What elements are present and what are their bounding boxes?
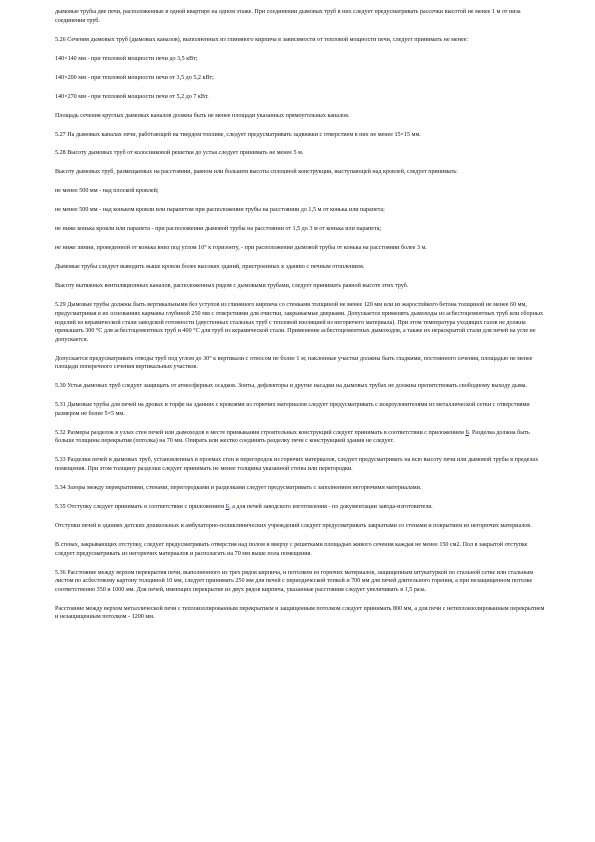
paragraph: 5.33 Разделки печей и дымовых труб, установленных в проемах стен и перегородок из горючих материалов, следует предусматривать на всю высоту печи или дымовой трубы в пределах помещения. При этом толщину разделки следует принимать не менее толщины указанной стены или перегородки. <box>55 457 539 473</box>
paragraph: не ниже конька кровли или парапета - при расположении дымовой трубы на расстоянии от 1,5 до 3 м от конька или парапета; <box>55 226 382 233</box>
paragraph-text: 5.32 Размеры разделок в узлах стен печей или дымоходов в месте примыкания строительных конструкций следует принимать в соответствии с приложением <box>55 429 466 436</box>
paragraph-text: . Разделка должна быть больше толщины перекрытия (потолка) на 70 мм. Опирать или жестко соединять разделку печи с конструкцией здания не следует. <box>55 429 530 445</box>
paragraph: не ниже линии, проведенной от конька вниз под углом 10° к горизонту, - при расположении дымовой трубы от конька на расстоянии более 3 м. <box>55 245 427 252</box>
paragraph <box>55 503 545 512</box>
paragraph: 5.30 Устья дымовых труб следует защищать от атмосферных осадков. Зонты, дефлекторы и другие насадки на дымовых трубах не должны препятствовать свободному выходу дыма. <box>55 383 528 390</box>
paragraph: 5.29 Дымовые трубы должны быть вертикальными без уступов из глиняного кирпича со стенками толщиной не менее 120 мм или из жаростойкого бетона толщиной не менее 60 мм, предусматривая в их основаниях карманы глубиной 250 мм с отверстиями для очистки, закрываемые дверками. Допускается применять дымоходы из асбестоцементных труб или сборных изделий из керамической стали заводской готовности (двустенных стальных труб с тепловой изоляцией из негорючего материала). При этом температура уходящих газов не должна превышать 300 °С для асбестоцементных труб и 400 °С для труб из керамической стали. Применение асбестоцементных дымоходов, а также их нераскрытой стали для печей на угле не допускается. <box>55 302 543 343</box>
appendix-b-link[interactable]: Б <box>225 504 230 510</box>
paragraph: 5.27 На дымовых каналах печи, работающей на твердом топливе, следует предусматривать задвижки с отверстием в них не менее 15×15 мм. <box>55 131 421 138</box>
paragraph: не менее 500 мм - над коньком кровли или парапетом при расположении трубы на расстоянии до 1,5 м от конька или парапета; <box>55 207 385 214</box>
document-page <box>55 8 545 632</box>
paragraph: 5.36 Расстояние между верхом перекрытия печи, выполненного из трех рядов кирпича, и потолком из горючих материалов, защищенным штукатуркой по стальной сетке или стальным листом по асбестовому картону толщиной 10 мм, следует принимать 250 мм для печей с периодической топкой и 700 мм для печей длительного горения, а при незащищенном потолке соответственно 350 и 1000 мм. Для печей, имеющих перекрытие из двух рядов кирпича, указанные расстояния следует увеличивать в 1,5 раза. <box>55 569 534 593</box>
paragraph-text: 5.35 Отступку следует принимать в соответствии с приложением <box>55 504 226 510</box>
paragraph: не менее 500 мм - над плоской кровлей; <box>55 188 159 195</box>
appendix-b-link[interactable]: Б <box>465 429 469 436</box>
paragraph: 5.34 Зазоры между перекрытиями, стенами, перегородками и разделками следует предусматривать с заполнением негорючими материалами. <box>55 485 422 492</box>
paragraph: 140×200 мм - при тепловой мощности печи от 3,5 до 5,2 кВт; <box>55 74 214 81</box>
paragraph-text: , а для печей заводского изготовления - по документации завода-изготовителя. <box>229 504 433 510</box>
paragraph: дымовые трубы две печи, расположенные в одной квартире на одном этаже. При соединении дымовых труб в них следует предусматривать рассечки высотой не менее 1 м от низа соединения труб. <box>55 9 521 24</box>
paragraph: Расстояние между верхом металлической печи с теплоизолированным перекрытием и защищенным потолком следует принимать 800 мм, а для печи с нетеплоизолированным перекрытием и незащищенным потолком - 1200 мм. <box>55 605 545 621</box>
paragraph: Дымовые трубы следует выводить выше кровли более высоких зданий, пристроенных к зданию с печным отоплением. <box>55 264 365 271</box>
paragraph: Площадь сечения круглых дымовых каналов должна быть не менее площади указанных прямоугольных каналов. <box>55 112 350 119</box>
paragraph: В стенах, закрывающих отступку, следует предусматривать отверстия над полом и вверху с решетками площадью живого сечения каждая не менее 150 см2. Пол в закрытой отступке следует предусматривать из негорючих материалов и располагать на 70 мм выше пола помещения. <box>55 541 528 557</box>
paragraph: 140×140 мм - при тепловой мощности печи до 3,5 кВт; <box>55 55 198 62</box>
paragraph: Отступки печей в зданиях детских дошкольных и амбулаторно-поликлинических учреждений следует предусматривать закрытыми со стенами и покрытием из негорючих материалов. <box>55 522 532 529</box>
paragraph: 5.28 Высоту дымовых труб от колосниковой решетки до устья следует принимать не менее 5 м. <box>55 150 304 157</box>
paragraph: Допускается предусматривать отводы труб под углом до 30° к вертикали с относом не более 1 м; наклонные участки должны быть гладкими, постоянного сечения, площадью не менее площади поперечного сечения вертикальных участков. <box>55 355 533 371</box>
paragraph: 140×270 мм - при тепловой мощности печи от 5,2 до 7 кВт. <box>55 93 209 100</box>
paragraph: Высоту вытяжных вентиляционных каналов, расположенных рядом с дымовыми трубами, следует принимать равной высоте этих труб. <box>55 283 409 290</box>
paragraph <box>55 429 545 446</box>
paragraph: 5.31 Дымовые трубы для печей на дровах и торфе на зданиях с кровлями из горючих материалов следует предусматривать с искроуловителями из металлической сетки с отверстиями размером не более 5×5 мм. <box>55 402 530 417</box>
paragraph: Высоту дымовых труб, размещаемых на расстоянии, равном или большем высоты сплошной конструкции, выступающей над кровлей, следует принимать: <box>55 169 458 176</box>
paragraph: 5.26 Сечения дымовых труб (дымовых каналов), выполненных из глиняного кирпича в зависимости от тепловой мощности печи, следует принимать не менее: <box>55 36 469 43</box>
